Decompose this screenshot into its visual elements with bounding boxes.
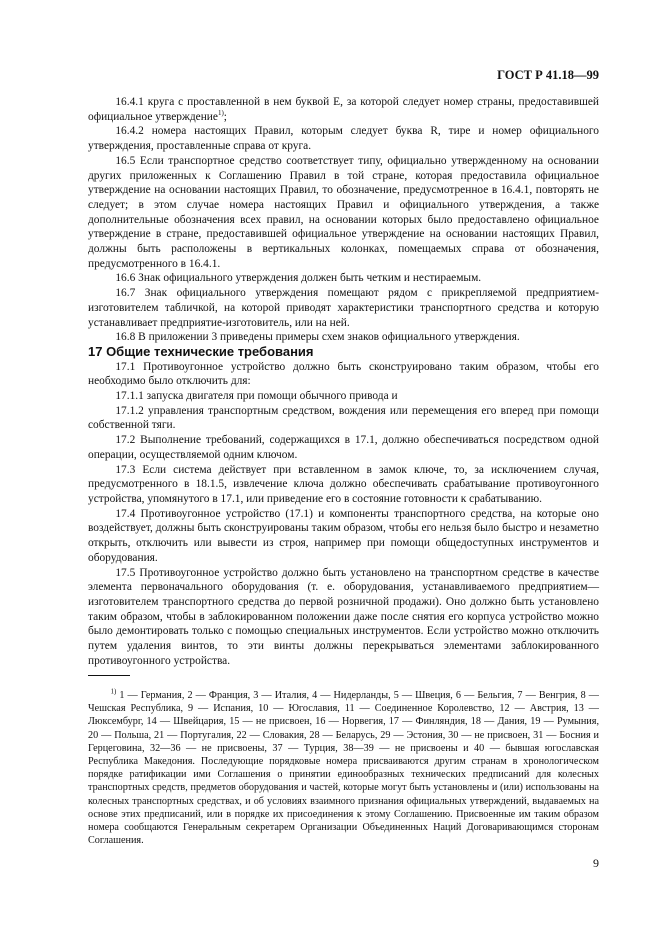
main-content: [88, 95, 599, 668]
paragraph-17-1-2: 17.1.2 управления транспортным средством, вождения или перемещения его вперед при помощи собственной тяги.: [88, 404, 599, 432]
paragraph-17-1-1: 17.1.1 запуска двигателя при помощи обычного привода и: [115, 390, 398, 403]
paragraph-16-7: 16.7 Знак официального утверждения помещают рядом с прикрепляемой предприятием-изготовителем табличкой, на которой приводят характеристики транспортного средства и которую устанавливает предприятие-изготовитель, или на ней.: [88, 287, 599, 329]
page-number: 9: [593, 856, 599, 870]
paragraph-17-1: 17.1 Противоугонное устройство должно быть сконструировано таким образом, чтобы его необходимо было отключить для:: [88, 360, 599, 388]
footnote: [88, 689, 599, 847]
paragraph-17-3: 17.3 Если система действует при вставленном в замок ключе, то, за исключением случая, предусмотренного в 18.1.5, извлечение ключа должно обеспечивать срабатывание противоугонного устройства, упомянутого в 17.1, или приведение его в состояние готовности к срабатыванию.: [88, 463, 599, 505]
footnote-text: $^{1)}$ 1 — Германия, 2 — Франция, 3 — Италия, 4 — Нидерланды, 5 — Швеция, 6 — Бельгия, 7 — Венгрия, 8 — Чешская Республика, 9 — Испания, 10 — Югославия, 11 — Соединенное Королевство, 12 — Австрия, 13 — Люксембург, 14 — Швейцария, 15 — не присвоен, 16 — Норвегия, 17 — Финляндия, 18 — Дания, 19 — Румыния, 20 — Польша, 21 — Португалия, 22 — Словакия, 28 — Беларусь, 29 — Эстония, 30 — не присвоен, 31 — Босния и Герцеговина, 32—36 — не присвоены, 37 — Турция, 38—39 — не присвоены и 40 — бывшая югославская Республика Македония. Последующие порядковые номера присваиваются другим странам в хронологическом порядке ратификации ими Соглашения о принятии единообразных технических предписаний для колесных транспортных средств, предметов оборудования и частей, которые могут быть установлены и (или) использованы на колесных транспортных средствах, и об условиях взаимного признания официальных утверждений, выдаваемых на основе этих предписаний, или в порядке их присоединения к этому Соглашению. Присвоенные им таким образом номера сообщаются Генеральным секретарем Организации Объединенных Наций Договаривающимся сторонам Соглашения.: [88, 687, 599, 847]
paragraph-16-8: 16.8 В приложении 3 приведены примеры схем знаков официального утверждения.: [115, 331, 520, 344]
paragraph-17-4: 17.4 Противоугонное устройство (17.1) и компоненты транспортного средства, на которые оно воздействует, должны быть сконструированы таким образом, чтобы его нельзя было быстро и незаметно открыть, отключить или вывести из строя, например при помощи общедоступных инструментов и оборудования.: [88, 507, 599, 564]
paragraph-16-6: 16.6 Знак официального утверждения должен быть четким и нестираемым.: [115, 272, 482, 285]
section-heading: 17 Общие технические требования: [88, 343, 314, 359]
paragraph-17-5: 17.5 Противоугонное устройство должно быть установлено на транспортном средстве в качестве элемента первоначального оборудования (т. е. оборудования, устанавливаемого предприятием—изготовителем транспортного средства до первой розничной продажи). Оно должно быть установлено таким образом, чтобы в заблокированном положении даже после снятия его корпуса устройство можно было демонтировать только с помощью специальных инструментов. Если устройство можно отключить путем удаления винтов, то эти винты должны перекрываться элементами заблокированного противоугонного устройства.: [88, 566, 599, 667]
document-code: ГОСТ Р 41.18—99: [497, 68, 599, 82]
footnote-divider: [88, 675, 130, 676]
paragraph-16-4-2: 16.4.2 номера настоящих Правил, которым следует буква R, тире и номер официального утверждения, проставленные справа от круга.: [88, 125, 599, 153]
paragraph-16-5: 16.5 Если транспортное средство соответствует типу, официально утвержденному на основании других приложенных к Соглашению Правил в той стране, которая предоставила официальное утверждение на основании настоящих Правил, то обозначение, предусмотренное в 16.4.1, повторять не следует; в этом случае номера настоящих Правил и официального утверждения, а также дополнительные обозначения всех правил, на основании которых было предоставлено официальное утверждение в стране, предоставившей официальное утверждение на основании настоящих Правил, должны быть расположены в вертикальных колонках, помещаемых справа от обозначения, предусмотренного в 16.4.1.: [88, 154, 599, 270]
paragraph-16-4-1: 16.4.1 круга с проставленной в нем буквой E, за которой следует номер страны, предоставившей официальное утверждение$^{1)}$;: [88, 96, 599, 123]
footnote-marker: 1): [110, 687, 117, 696]
paragraph-17-2: 17.2 Выполнение требований, содержащихся в 17.1, должно обеспечиваться посредством одной операции, осуществляемой одним ключом.: [88, 434, 599, 461]
footnote-reference: 1): [217, 108, 224, 117]
